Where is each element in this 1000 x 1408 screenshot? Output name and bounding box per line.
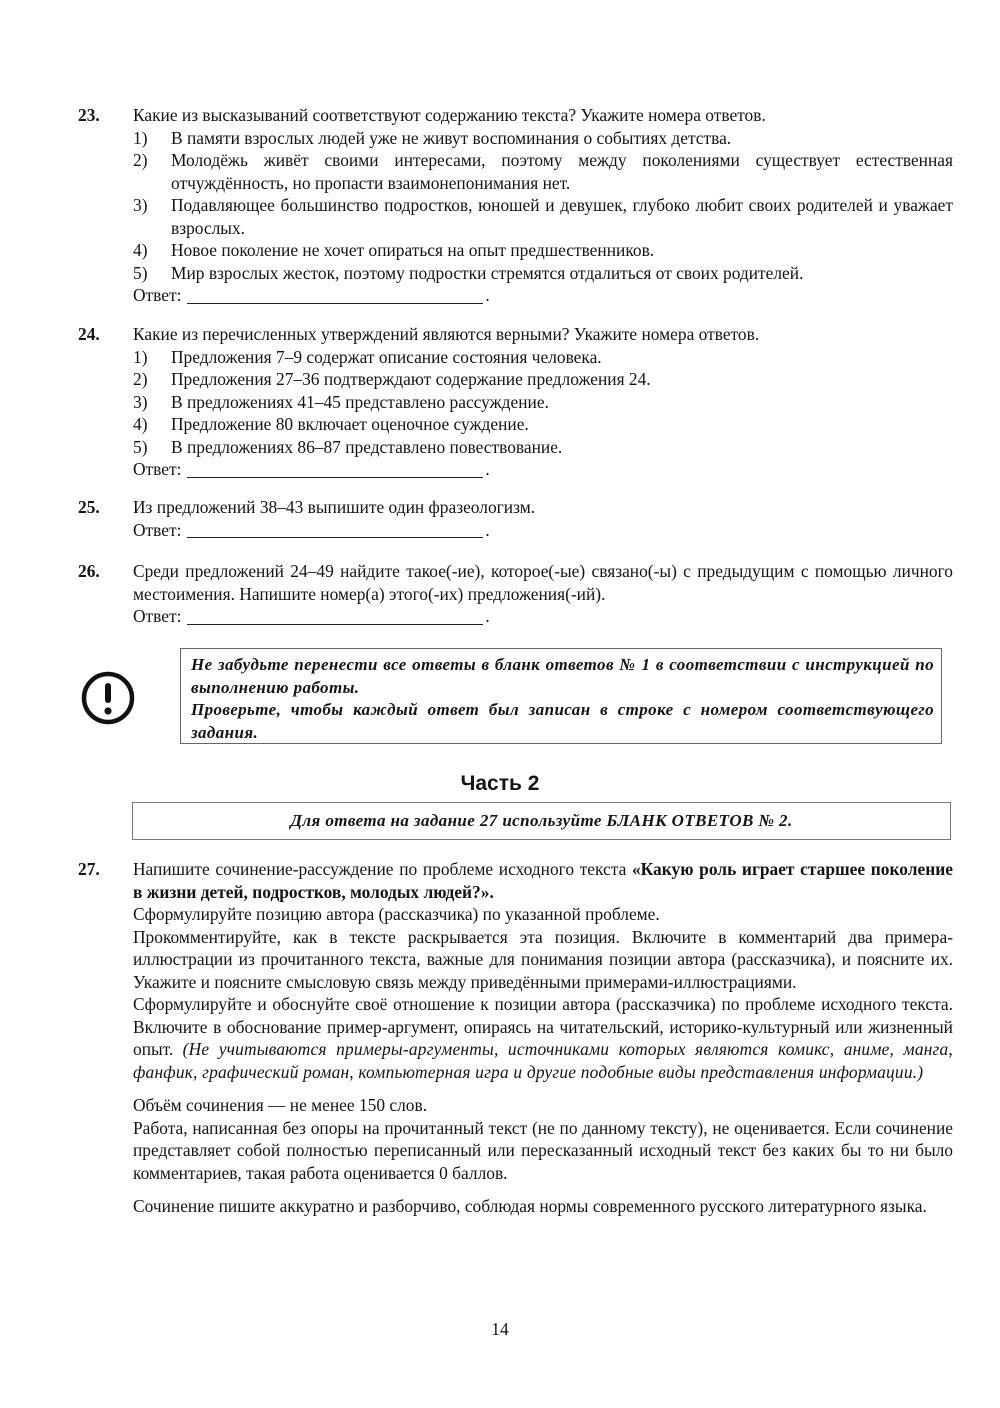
answer-option: 5) Мир взрослых жесток, поэтому подростки стремятся отдалиться от своих родителей. — [133, 262, 804, 283]
notice-line-1: Не забудьте перенести все ответы в бланк ответов № 1 в соответствии с инструкцией по выполнению работы. — [191, 655, 934, 697]
task-number: 23. — [78, 105, 100, 125]
answer-option: 2) Молодёжь живёт своими интересами, поэтому между поколениями существует естественная отчуждённость, но пропасти взаимонепонимания нет. — [133, 150, 953, 193]
task-number: 24. — [78, 324, 100, 344]
answer-option: 5) В предложениях 86–87 представлено повествование. — [133, 436, 563, 457]
task-question: Какие из перечисленных утверждений являются верными? Укажите номера ответов. — [133, 324, 760, 344]
answer-option: 1) Предложения 7–9 содержат описание состояния человека. — [133, 346, 602, 367]
instruction-paragraph: Сочинение пишите аккуратно и разборчиво, соблюдая нормы современного русского литературного языка. — [133, 1196, 927, 1216]
notice-box — [180, 648, 942, 744]
instruction-paragraph: Сформулируйте позицию автора (рассказчика) по указанной проблеме. — [133, 904, 660, 924]
answer-row: Ответ: . — [133, 285, 490, 305]
task-number: 25. — [78, 497, 100, 517]
page-number: 14 — [491, 1319, 509, 1339]
answer-line[interactable] — [187, 520, 483, 538]
answer-row: Ответ: . — [133, 459, 490, 479]
answer-option: 1) В памяти взрослых людей уже не живут воспоминания о событиях детства. — [133, 127, 732, 148]
exclamation-circle-icon — [80, 670, 136, 726]
part-instruction-box: Для ответа на задание 27 используйте БЛАНК ОТВЕТОВ № 2. — [132, 802, 951, 840]
task-question: Какие из высказываний соответствуют содержанию текста? Укажите номера ответов. — [133, 105, 766, 125]
task-number: 26. — [78, 561, 100, 581]
essay-problem: «Какую роль играет старшее поколение в жизни детей, подростков, молодых людей?». — [133, 859, 953, 902]
essay-length: Объём сочинения — не менее 150 слов. — [133, 1095, 428, 1115]
instruction-note: (Не учитываются примеры-аргументы, источниками которых являются комикс, аниме, манга, фанфик, графический роман, компьютерная игра и другие подобные виды представления информации.) — [133, 1039, 953, 1082]
answer-row: Ответ: . — [133, 606, 490, 626]
task-question: Из предложений 38–43 выпишите один фразеологизм. — [133, 497, 536, 517]
instruction-paragraph: Работа, написанная без опоры на прочитанный текст (не по данному тексту), не оценивается. Если сочинение представляет собой полностью переписанный или пересказанный исходный текст без каких бы то ни было комментариев, такая работа оценивается 0 баллов. — [133, 1117, 953, 1183]
task-prompt: Напишите сочинение-рассуждение по проблеме исходного текста «Какую роль играет старшее поколение в жизни детей, подростков, молодых людей?». — [133, 859, 953, 902]
notice-line-2: Проверьте, чтобы каждый ответ был записан в строке с номером соответствующего задания. — [191, 700, 934, 742]
task-25 — [78, 496, 953, 541]
answer-option: 2) Предложения 27–36 подтверждают содержание предложения 24. — [133, 369, 651, 389]
instruction-paragraph: Прокомментируйте, как в тексте раскрывается эта позиция. Включите в комментарий два примера-иллюстрации из прочитанного текста, важные для понимания позиции автора (рассказчика), и поясните их. Укажите и поясните смысловую связь между приведёнными примерами-иллюстрациями. — [133, 926, 953, 992]
task-number: 27. — [78, 859, 100, 879]
task-question: Среди предложений 24–49 найдите такое(-ие), которое(-ые) связано(-ы) с предыдущим с помощью личного местоимения. Напишите номер(а) этого(-их) предложения(-ий). — [133, 561, 953, 604]
answer-option: 3) Подавляющее большинство подростков, юношей и девушек, глубоко любит своих родителей и уважает взрослых. — [133, 195, 953, 238]
answer-line[interactable] — [187, 286, 483, 304]
part-title: Часть 2 — [460, 772, 540, 795]
answer-option: 4) Предложение 80 включает оценочное суждение. — [133, 414, 529, 434]
instruction-paragraph: Сформулируйте и обоснуйте своё отношение к позиции автора (рассказчика) по проблеме исходного текста. Включите в обоснование пример-аргумент, опираясь на читательский, историко-культурный или жизненный опыт. (Не учитываются примеры-аргументы, источниками которых являются комикс, аниме, манга, фанфик, графический роман, компьютерная игра и другие подобные виды представления информации.) — [133, 994, 953, 1082]
answer-option: 4) Новое поколение не хочет опираться на опыт предшественников. — [133, 240, 655, 260]
task-23 — [78, 104, 953, 307]
task-26 — [78, 560, 953, 628]
answer-row: Ответ: . — [133, 519, 490, 540]
task-27 — [78, 858, 953, 1218]
answer-label: Ответ: — [133, 285, 182, 305]
answer-label: Ответ: — [133, 459, 182, 479]
task-24 — [78, 323, 953, 481]
answer-line[interactable] — [187, 460, 483, 478]
answer-label: Ответ: — [133, 606, 182, 626]
answer-line[interactable] — [187, 607, 483, 625]
answer-option: 3) В предложениях 41–45 представлено рассуждение. — [133, 391, 549, 412]
answer-label: Ответ: — [133, 519, 182, 540]
